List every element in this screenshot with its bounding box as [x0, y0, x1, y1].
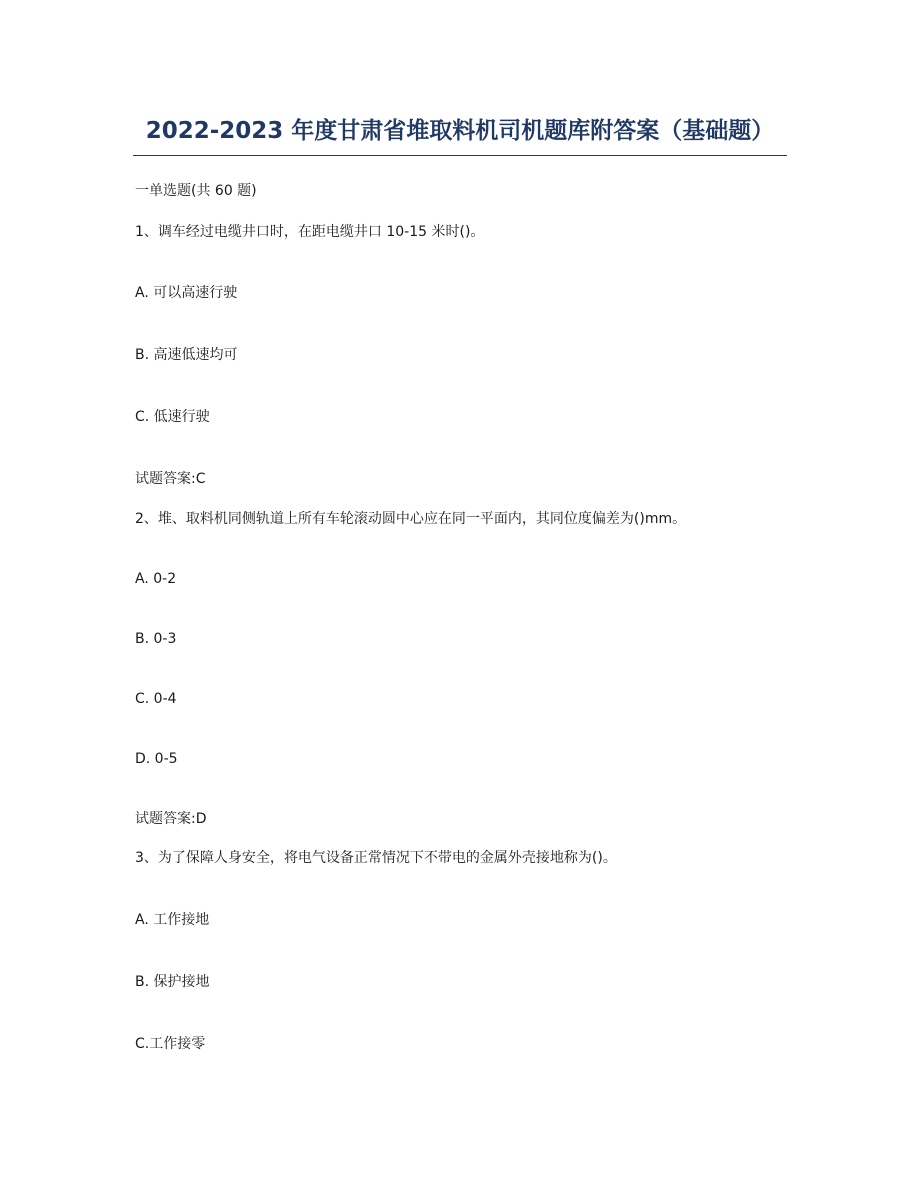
question-2-stem: 2、堆、取料机同侧轨道上所有车轮滚动圆中心应在同一平面内，其同位度偏差为()mm。 [135, 511, 687, 527]
question-2-option-b: B. 0-3 [135, 631, 177, 647]
question-3-stem: 3、为了保障人身安全，将电气设备正常情况下不带电的金属外壳接地称为()。 [135, 850, 617, 866]
question-1-stem: 1、调车经过电缆井口时，在距电缆井口 10-15 米时()。 [135, 224, 485, 240]
question-1-option-c: C. 低速行驶 [135, 409, 210, 425]
question-1-option-b: B. 高速低速均可 [135, 347, 238, 363]
question-2-answer: 试题答案:D [135, 811, 207, 827]
title-underline [133, 155, 787, 156]
section-heading: 一单选题(共 60 题) [135, 183, 257, 199]
question-1-answer: 试题答案:C [135, 471, 206, 487]
question-2-option-a: A. 0-2 [135, 571, 177, 587]
document-title: 2022-2023 年度甘肃省堆取料机司机题库附答案（基础题） [145, 118, 775, 144]
question-2-option-c: C. 0-4 [135, 691, 177, 707]
question-1-option-a: A. 可以高速行驶 [135, 285, 238, 301]
question-3-option-b: B. 保护接地 [135, 974, 210, 990]
question-3-option-a: A. 工作接地 [135, 912, 210, 928]
question-2-option-d: D. 0-5 [135, 751, 178, 767]
question-3-option-c: C.工作接零 [135, 1036, 206, 1052]
